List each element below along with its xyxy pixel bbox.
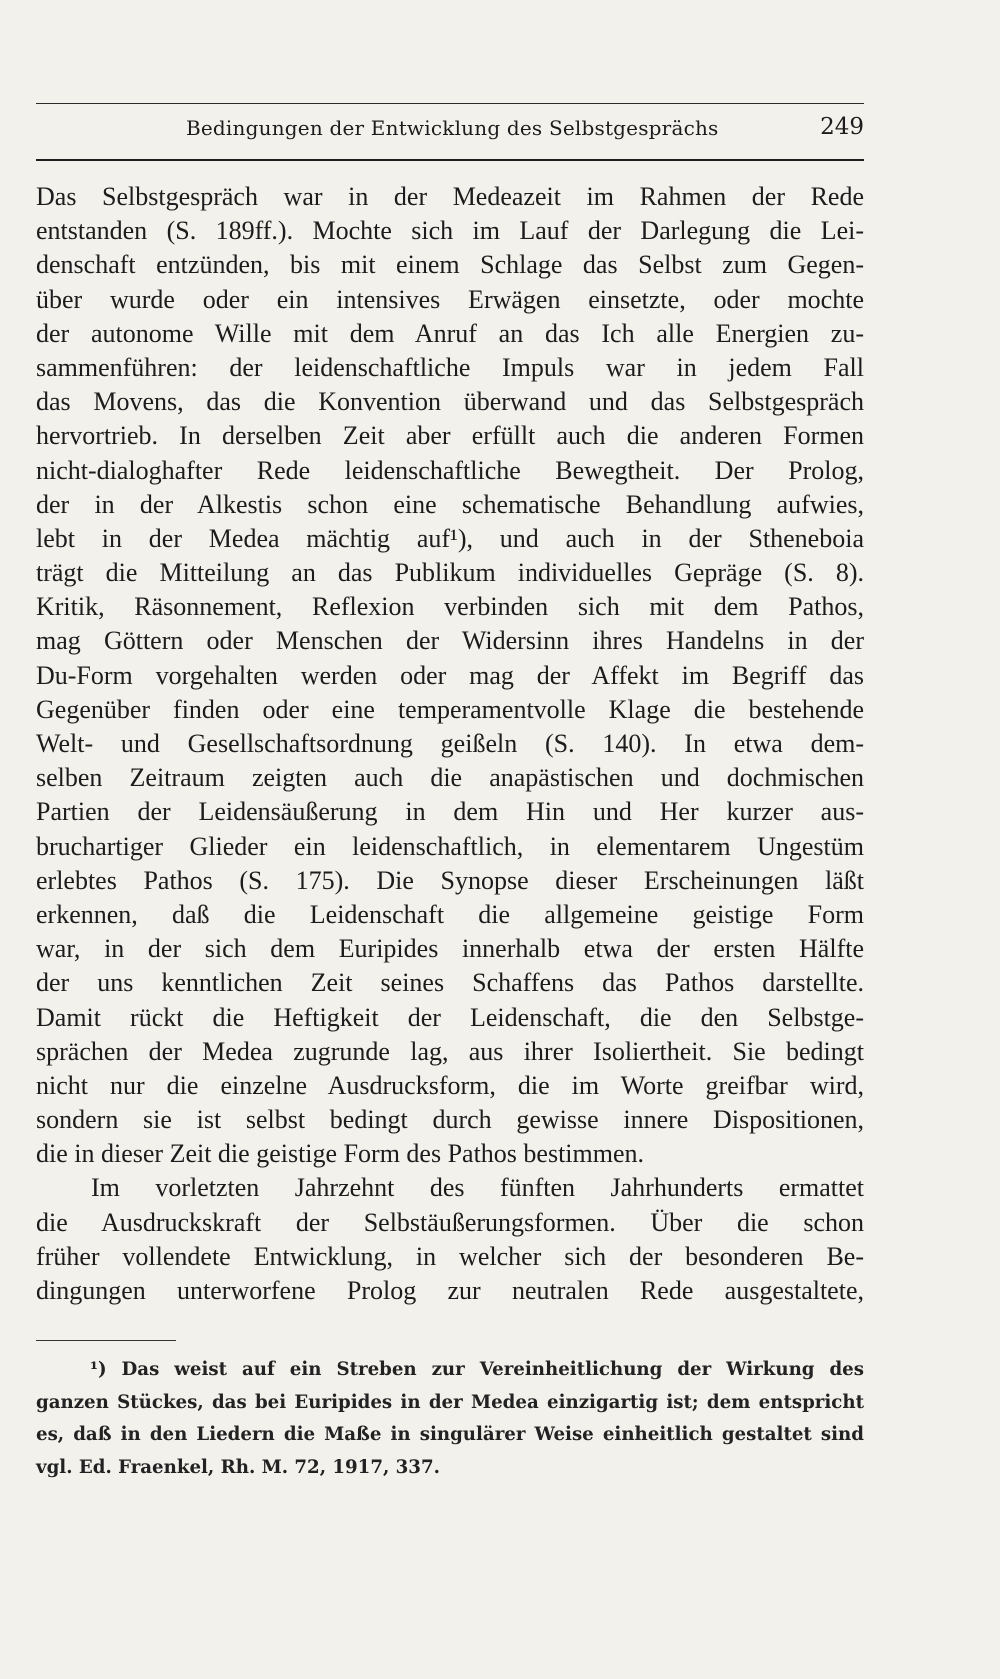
body-line: lebt in der Medea mächtig auf¹), und auch in der Stheneboia xyxy=(36,523,864,553)
footnote-rule xyxy=(36,1340,176,1341)
body-line: das Movens, das die Konvention überwand und das Selbstgespräch xyxy=(36,387,864,417)
body-line: Gegenüber finden oder eine temperamentvolle Klage die bestehende xyxy=(36,694,864,724)
footnote-line: ganzen Stückes, das bei Euripides in der Medea einzigartig ist; dem entspricht xyxy=(36,1391,864,1413)
body-line: nicht-dialoghafter Rede leidenschaftliche Bewegtheit. Der Prolog, xyxy=(36,455,864,485)
body-line: die Ausdruckskraft der Selbstäußerungsformen. Über die schon xyxy=(36,1207,864,1237)
body-line: Damit rückt die Heftigkeit der Leidenschaft, die den Selbstge- xyxy=(36,1002,864,1032)
body-line: früher vollendete Entwicklung, in welcher sich der besonderen Be- xyxy=(36,1241,864,1271)
body-line: Im vorletzten Jahrzehnt des fünften Jahrhunderts ermattet xyxy=(91,1173,864,1203)
body-line: sondern sie ist selbst bedingt durch gewisse innere Dispositionen, xyxy=(36,1105,864,1135)
body-line: denschaft entzünden, bis mit einem Schlage das Selbst zum Gegen- xyxy=(36,250,864,280)
body-line: entstanden (S. 189ff.). Mochte sich im Lauf der Darlegung die Lei- xyxy=(36,216,864,246)
body-line: Das Selbstgespräch war in der Medeazeit im Rahmen der Rede xyxy=(36,182,864,211)
footnotes xyxy=(36,1354,864,1484)
body-line: der in der Alkestis schon eine schematische Behandlung aufwies, xyxy=(36,489,864,519)
body-line: erlebtes Pathos (S. 175). Die Synopse dieser Erscheinungen läßt xyxy=(36,865,864,895)
running-head: Bedingungen der Entwicklung des Selbstgesprächs xyxy=(186,116,719,140)
body-line: sammenführen: der leidenschaftliche Impuls war in jedem Fall xyxy=(36,352,864,382)
footnote-line: ¹) Das weist auf ein Streben zur Vereinheitlichung der Wirkung des xyxy=(90,1359,864,1380)
body-line: Welt- und Gesellschaftsordnung geißeln (S. 140). In etwa dem- xyxy=(36,729,864,758)
header-rule xyxy=(36,159,864,161)
body-line: Du-Form vorgehalten werden oder mag der Affekt im Begriff das xyxy=(36,660,864,690)
body-text xyxy=(36,180,864,1308)
body-line: der uns kenntlichen Zeit seines Schaffens das Pathos darstellte. xyxy=(36,968,864,998)
footnote-line: vgl. Ed. Fraenkel, Rh. M. 72, 1917, 337. xyxy=(36,1456,440,1478)
page-header xyxy=(36,114,864,148)
body-line: sprächen der Medea zugrunde lag, aus ihrer Isoliertheit. Sie bedingt xyxy=(36,1036,864,1066)
body-line: selben Zeitraum zeigten auch die anapästischen und dochmischen xyxy=(36,763,864,793)
body-line: Partien der Leidensäußerung in dem Hin und Her kurzer aus- xyxy=(36,797,864,827)
body-line: erkennen, daß die Leidenschaft die allgemeine geistige Form xyxy=(36,899,864,929)
body-line: die in dieser Zeit die geistige Form des Pathos bestimmen. xyxy=(36,1139,645,1169)
body-line: nicht nur die einzelne Ausdrucksform, die im Worte greifbar wird, xyxy=(36,1070,864,1100)
body-line: trägt die Mitteilung an das Publikum individuelles Gepräge (S. 8). xyxy=(36,558,864,588)
footnote-line: es, daß in den Liedern die Maße in singulärer Weise einheitlich gestaltet sind xyxy=(36,1424,864,1445)
body-line: hervortrieb. In derselben Zeit aber erfüllt auch die anderen Formen xyxy=(36,421,864,451)
body-line: über wurde oder ein intensives Erwägen einsetzte, oder mochte xyxy=(36,284,864,314)
body-line: dingungen unterworfene Prolog zur neutralen Rede ausgestaltete, xyxy=(36,1276,864,1305)
body-line: der autonome Wille mit dem Anruf an das Ich alle Energien zu- xyxy=(36,318,864,348)
body-line: mag Göttern oder Menschen der Widersinn ihres Handelns in der xyxy=(36,626,864,656)
top-rule xyxy=(36,103,864,104)
body-line: Kritik, Räsonnement, Reflexion verbinden sich mit dem Pathos, xyxy=(36,592,864,622)
body-line: bruchartiger Glieder ein leidenschaftlich, in elementarem Ungestüm xyxy=(36,831,864,861)
body-line: war, in der sich dem Euripides innerhalb etwa der ersten Hälfte xyxy=(36,934,864,964)
page-number: 249 xyxy=(820,114,864,140)
